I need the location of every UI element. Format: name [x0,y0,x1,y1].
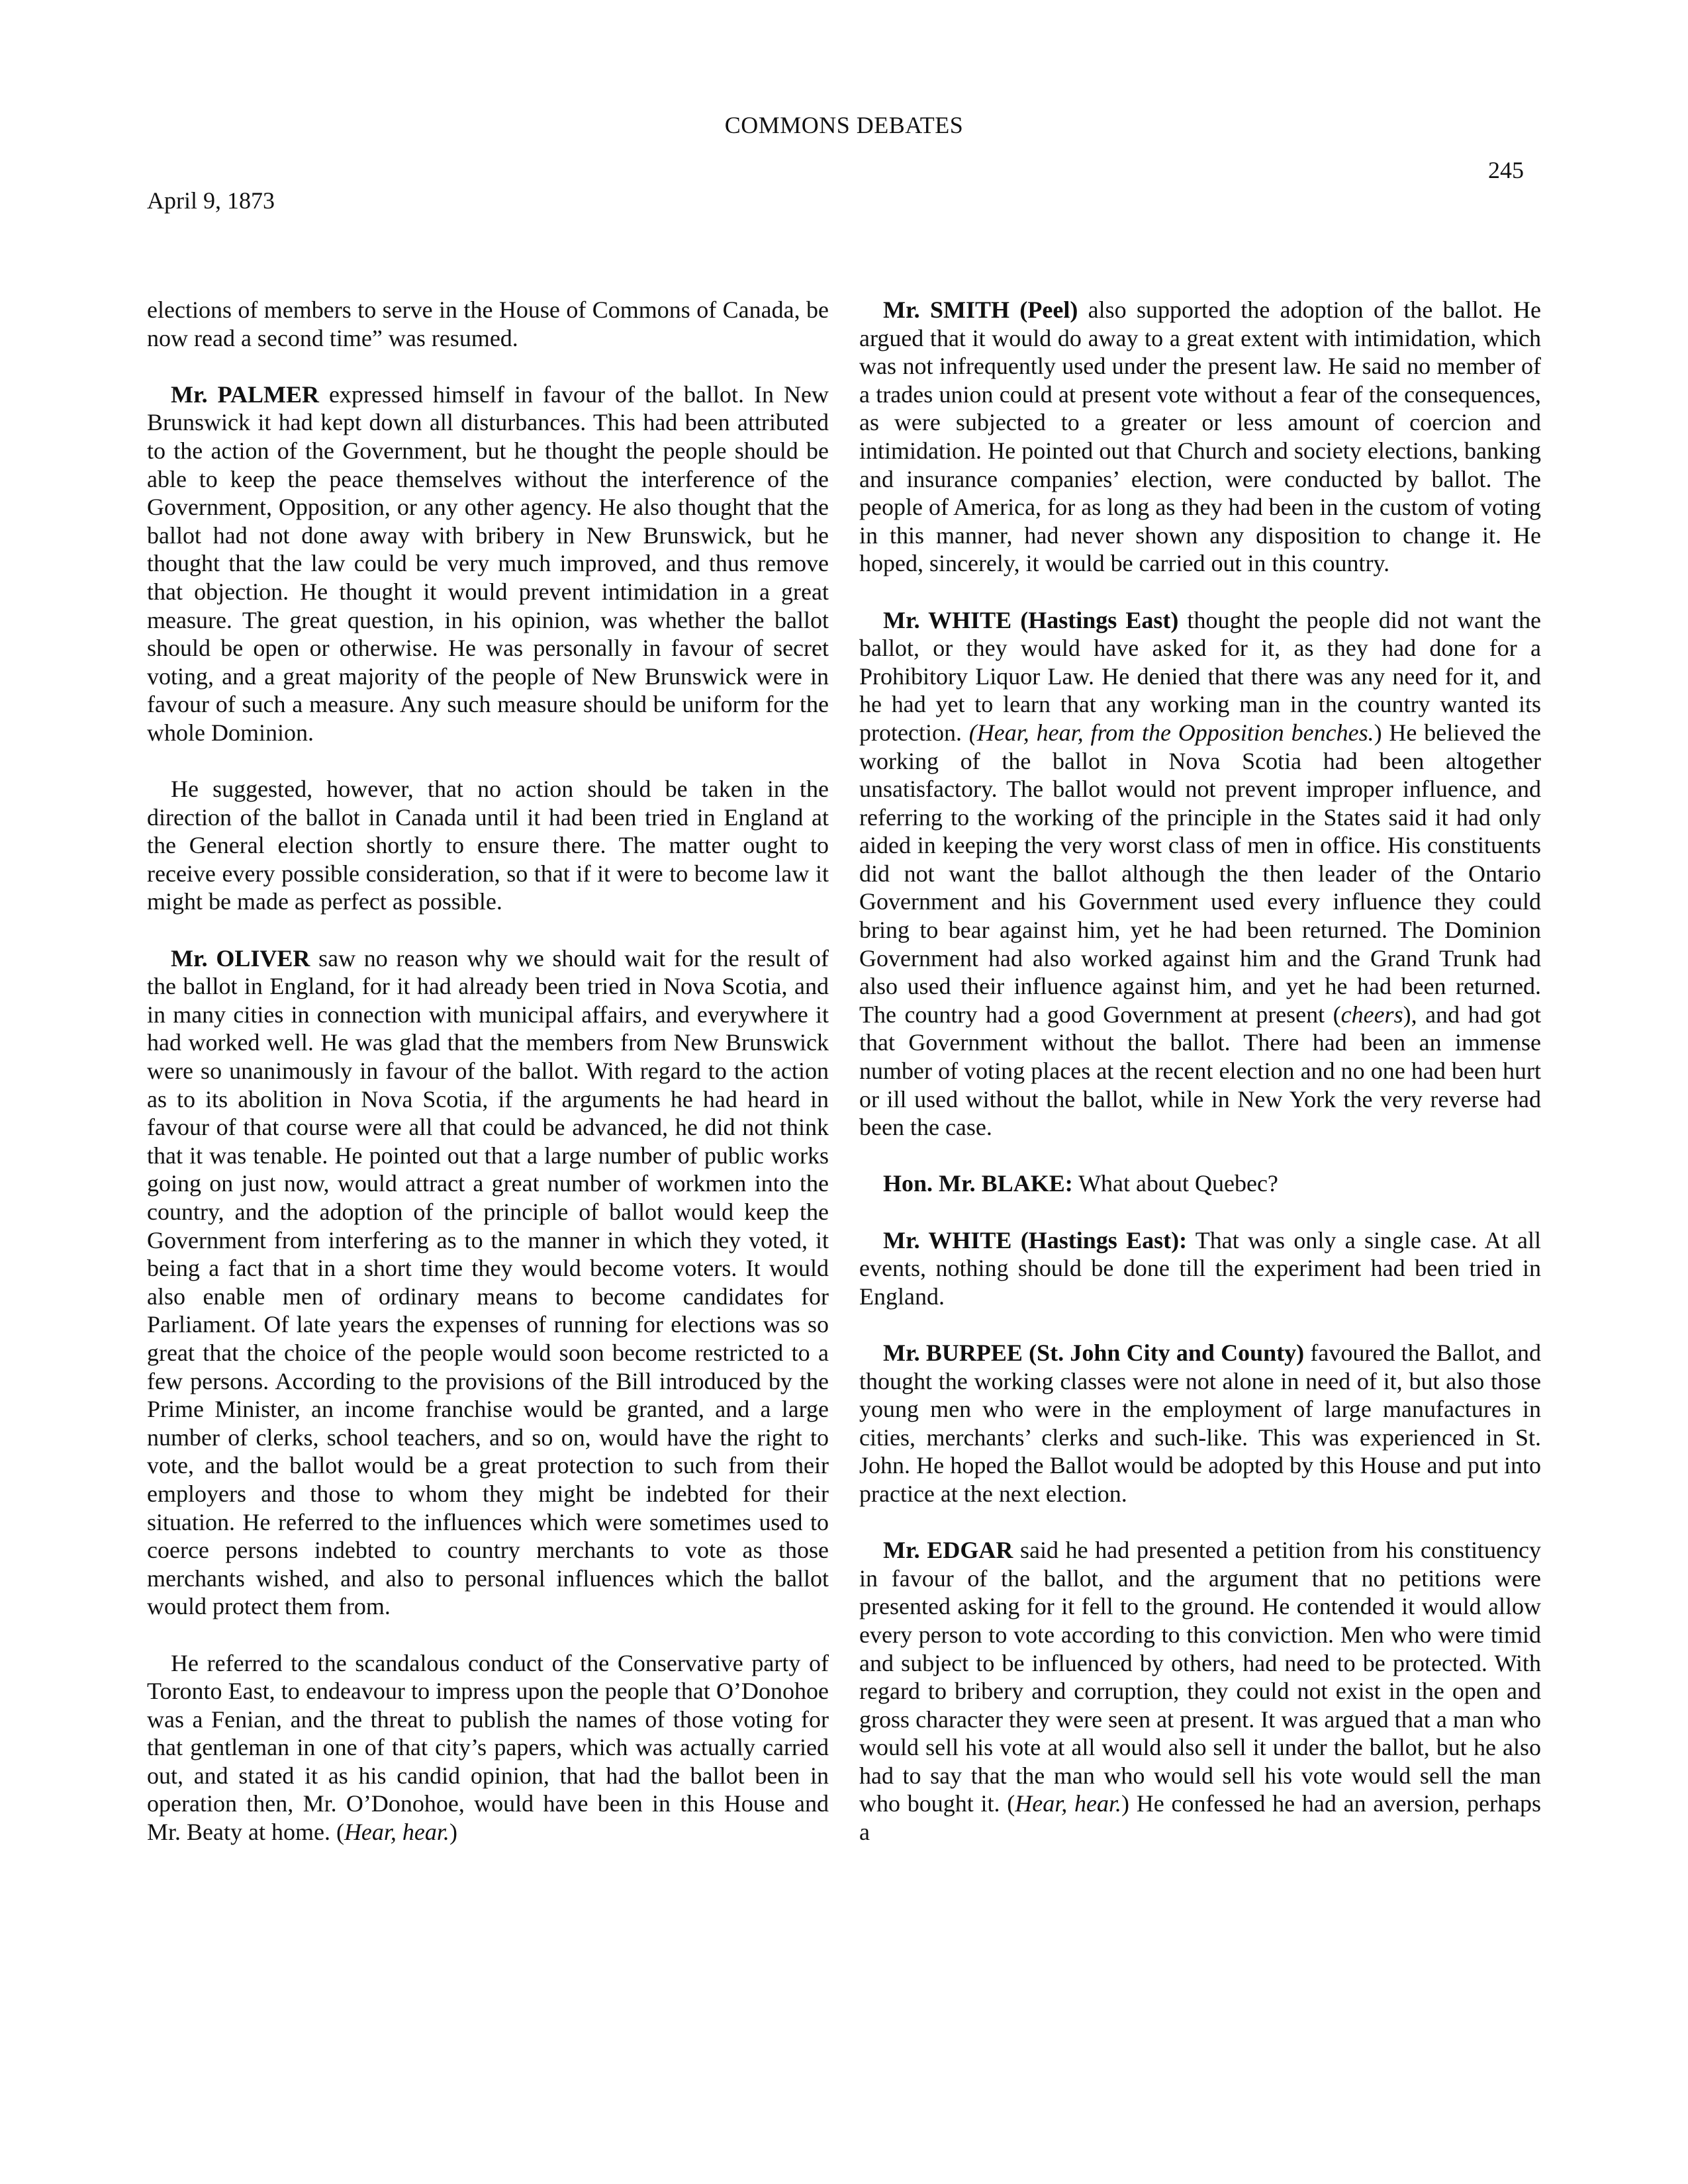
speaker-name: Hon. Mr. BLAKE: [883,1170,1073,1197]
page-number: 245 [1488,157,1524,183]
speech-text: That was only a single case. At all events, nothing should be done till the experiment had been tried in England. [859,1226,1541,1310]
speech-text: also supported the adoption of the ballot. He argued that it would do away to a great extent with intimidation, which was not infrequently used under the present law. He said no member of a trades union could at present vote without a fear of the consequences, as were subjected to a greater or less amount of coercion and intimidation. He pointed out that Church and society elections, banking and insurance companies’ election, were conducted by ballot. The people of America, for as long as they had been in the custom of voting in this manner, had never shown any disposition to change it. He hoped, sincerely, it would be carried out in this country. [859,296,1541,577]
speech-white-reply [859,1226,1541,1311]
speaker-name: Mr. WHITE (Hastings East): [883,1226,1188,1253]
speech-oliver-continued [147,1649,829,1846]
speech-text: said he had presented a petition from his constituency in favour of the ballot, and the argument that no petitions were presented asking for it fell to the ground. He contended it would allow every person to vote according to this conviction. Men who were timid and subject to be influenced by others, had need to be protected. With regard to bribery and corruption, they could not exist in the open and gross character they were seen at present. It was argued that a man who would sell his vote at all would also sell it under the ballot, but he also had to say that the man who would sell his vote would sell the man who bought it. ( [859,1537,1541,1817]
running-head: COMMONS DEBATES [724,112,964,138]
speech-palmer-continued [147,775,829,916]
speech-text: He referred to the scandalous conduct of the Conservative party of Toronto East, to endeavour to impress upon the people that O’Donohoe was a Fenian, and the threat to publish the names of those voting for that gentleman in one of that city’s papers, which was actually carried out, and stated it as his candid opinion, that had the ballot been in operation then, Mr. O’Donohoe, would have been in this House and Mr. Beaty at home. ( [147,1649,829,1846]
speech-blake [859,1169,1541,1198]
paragraph-continued [147,296,829,352]
speech-text: expressed himself in favour of the ballot. In New Brunswick it had kept down all disturbances. This had been attributed to the action of the Government, but he thought the people should be able to keep the peace themselves without the interference of the Government, Opposition, or any other agency. He also thought that the ballot had not done away with bribery in New Brunswick, but he thought that the law could be very much improved, and thus remove that objection. He thought it would prevent intimidation in a great measure. The great question, in his opinion, was whether the ballot should be open or otherwise. He was personally in favour of secret voting, and a great majority of the people of New Brunswick were in favour of such a measure. Any such measure should be uniform for the whole Dominion. [147,381,829,746]
speaker-name: Mr. SMITH (Peel) [883,296,1078,323]
speech-text-tail: ) [449,1819,457,1846]
speech-text: saw no reason why we should wait for the result of the ballot in England, for it had already been tried in Nova Scotia, and in many cities in connection with municipal affairs, and everywhere it had worked well. He was glad that the members from New Brunswick were so unanimously in favour of the ballot. With regard to the action as to its abolition in Nova Scotia, if the arguments he had heard in favour of that course were all that could be advanced, he did not think that it was tenable. He pointed out that a large number of public works going on just now, would attract a great number of workmen into the country, and the adoption of the principle of ballot would keep the Government from interfering as to the manner in which they voted, it being a fact that in a short time they would become voters. It would also enable men of ordinary means to become candidates for Parliament. Of late years the expenses of running for elections was so great that the choice of the people would soon become restricted to a few persons. According to the provisions of the Bill introduced by the Prime Minister, an income franchise would be granted, and a large number of clerks, school teachers, and so on, would have the right to vote, and the ballot would be a great protection to such from their employers and those to whom they might be indebted for their situation. He referred to the influences which were sometimes used to coerce persons indebted to country merchants to vote as those merchants wished, and also to personal influences which the ballot would protect them from. [147,944,829,1620]
speech-text: ) He believed the working of the ballot in Nova Scotia had been altogether unsatisfactory. The ballot would not prevent improper influence, and referring to the working of the principle in the States said it had only aided in keeping the very worst class of men in office. His constituents did not want the ballot although the then leader of the Ontario Government and his Government used every influence they could bring to bear against him, yet he had been returned. The Dominion Government had also worked against him and the Grand Trunk had also used their influence against him, and yet he had been returned. The country had a good Government at present ( [859,719,1541,1028]
speech-text: ), and had got that Government without the ballot. There had been an immense number of voting places at the recent election and no one had been hurt or ill used without the ballot, while in New York the very reverse had been the case. [859,1001,1541,1141]
speech-oliver [147,944,829,1621]
speech-edgar [859,1536,1541,1846]
speaker-name: Mr. WHITE (Hastings East) [883,606,1179,633]
speech-palmer [147,381,829,747]
speech-text: He suggested, however, that no action should be taken in the direction of the ballot in Canada until it had been tried in England at the General election shortly to ensure there. The matter ought to receive every possible consideration, so that if it were to become law it might be made as perfect as possible. [147,776,829,915]
interjection: Hear, hear. [344,1819,449,1846]
speech-white [859,606,1541,1142]
speaker-name: Mr. PALMER [171,381,319,408]
interjection: Hear, hear. [1015,1790,1121,1817]
speech-text: What about Quebec? [1072,1170,1278,1197]
speech-text-tail: ) He confessed he had an aversion, perhaps a [859,1790,1541,1846]
interjection: cheers [1340,1001,1403,1028]
speaker-name: Mr. OLIVER [171,944,310,972]
date-line: April 9, 1873 [147,187,275,214]
left-column [147,296,829,1874]
speech-text: favoured the Ballot, and thought the working classes were not alone in need of it, but also those young men who were in the employment of large manufactures in cities, merchants’ clerks and such-like. This was experienced in St. John. He hoped the Ballot would be adopted by this House and put into practice at the next election. [859,1339,1541,1507]
paragraph-text: elections of members to serve in the House of Commons of Canada, be now read a second time” was resumed. [147,296,829,351]
interjection: (Hear, hear, from the Opposition benches. [968,719,1374,746]
speaker-name: Mr. EDGAR [883,1537,1013,1564]
speech-burpee [859,1339,1541,1508]
speech-smith [859,296,1541,578]
speaker-name: Mr. BURPEE (St. John City and County) [883,1339,1305,1366]
right-column [859,296,1541,1874]
speech-text: thought the people did not want the ballot, or they would have asked for it, as they had done for a Prohibitory Liquor Law. He denied that there was any need for it, and he had yet to learn that any working man in the country wanted its protection. [859,606,1542,746]
